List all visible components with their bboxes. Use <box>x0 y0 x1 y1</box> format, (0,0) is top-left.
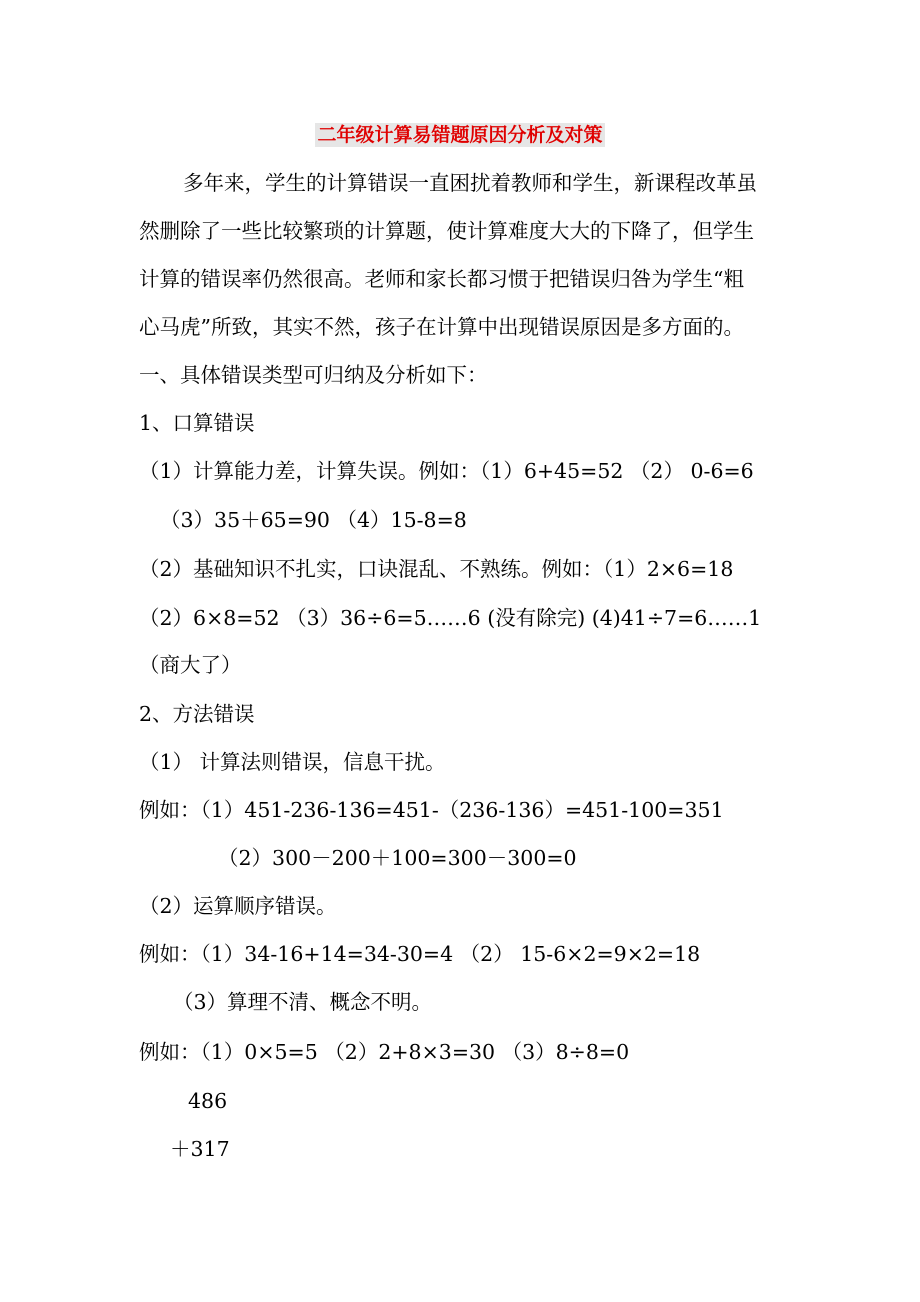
intro-line-3: 计算的错误率仍然很高。老师和家长都习惯于把错误归咎为学生“粗 <box>139 267 744 291</box>
section-heading: 一、具体错误类型可归纳及分析如下： <box>139 363 488 387</box>
method-item1-example2: （2）300－200＋100=300－300=0 <box>218 846 577 870</box>
intro-line-4: 心马虎”所致，其实不然，孩子在计算中出现错误原因是多方面的。 <box>139 315 744 339</box>
method-item3-heading: （3）算理不清、概念不明。 <box>173 990 433 1014</box>
intro-line-1: 多年来，学生的计算错误一直困扰着教师和学生，新课程改革虽 <box>183 171 757 195</box>
oral-item2-line1: （2）基础知识不扎实，口诀混乱、不熟练。例如：（1）2×6=18 <box>139 557 734 581</box>
document-title <box>0 121 920 149</box>
intro-line-2: 然删除了一些比较繁琐的计算题，使计算难度大大的下降了，但学生 <box>139 219 754 243</box>
oral-error-heading: 1、口算错误 <box>139 411 255 435</box>
vertical-addition-top: 486 <box>188 1089 228 1113</box>
method-item2-heading: （2）运算顺序错误。 <box>139 894 337 918</box>
vertical-addition-bottom: ＋317 <box>170 1137 230 1161</box>
method-error-heading: 2、方法错误 <box>139 702 255 726</box>
oral-item2-line2: （2）6×8=52 （3）36÷6=5……6 (没有除完) (4)41÷7=6……1 <box>139 606 762 630</box>
oral-item2-line3: （商大了） <box>139 653 242 677</box>
oral-item1-line1: （1）计算能力差，计算失误。例如：（1）6+45=52 （2） 0-6=6 <box>139 459 754 483</box>
method-item2-example: 例如：（1）34-16+14=34-30=4 （2） 15-6×2=9×2=18 <box>139 942 701 966</box>
title-text: 二年级计算易错题原因分析及对策 <box>317 124 603 146</box>
method-item1-example1: 例如：（1）451-236-136=451-（236-136）=451-100=351 <box>139 798 724 822</box>
method-item1-heading: （1） 计算法则错误，信息干扰。 <box>139 750 446 774</box>
oral-item1-line2: （3）35＋65=90 （4）15-8=8 <box>160 508 467 532</box>
method-item3-example: 例如：（1）0×5=5 （2）2+8×3=30 （3）8÷8=0 <box>139 1040 630 1064</box>
